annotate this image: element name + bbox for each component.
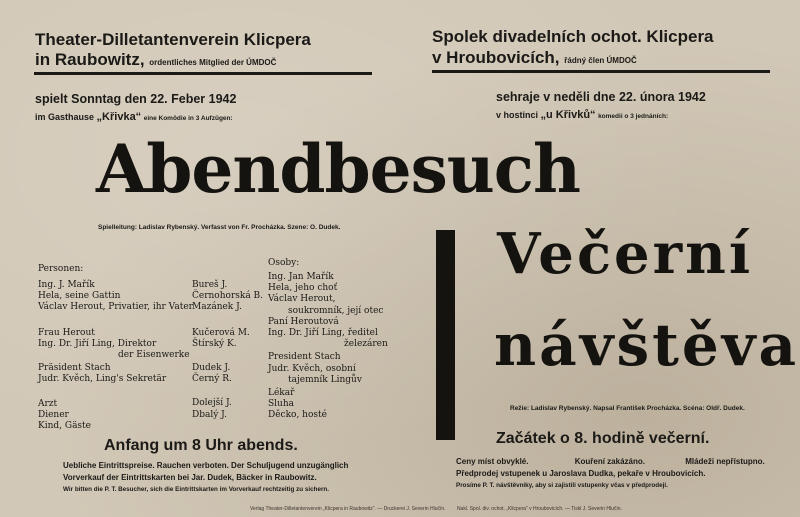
right-start-time: Začátek o 8. hodině večerní. (496, 430, 710, 447)
actors-list (192, 280, 263, 421)
right-date-line: sehraje v neděli dne 22. února 1942 (496, 90, 706, 104)
role-de-3: Frau Herout (38, 327, 95, 338)
role-cz-3: soukromník, její otec (288, 305, 384, 316)
left-persons-label: Personen: (38, 264, 84, 274)
role-cz-6: železáren (344, 339, 388, 350)
left-note-1: Vorverkauf der Eintrittskarten bei Jar. Dudek, Bäcker in Raubowitz. (63, 473, 317, 482)
role-cz-4: Paní Heroutová (268, 316, 339, 327)
role-cz-11: Sluha (268, 399, 295, 410)
left-title: Abendbesuch (96, 130, 580, 208)
right-member-note: řádný člen ÚMDOČ (564, 56, 637, 65)
role-cz-2: Václav Herout, (268, 294, 336, 305)
footer-cz: Nakl. Spol. div. ochot. „Klicpera“ v Hroubovicích. — Tiskl J. Severin Hlučín. (456, 506, 622, 512)
role-de-10: Kind, Gäste (38, 421, 91, 432)
right-notes (456, 456, 765, 492)
role-de-0: Ing. J. Mařík (38, 280, 95, 290)
left-troupe-line2: in Raubowitz, (35, 50, 145, 69)
actor-7: Dolejší J. (192, 398, 232, 409)
right-note-a0: Ceny míst obvyklé. (456, 457, 529, 466)
role-cz-12: Děcko, hosté (268, 410, 327, 421)
right-header-rule (432, 70, 770, 73)
left-member-note: ordentliches Mitglied der ÚMDOČ (149, 58, 277, 67)
role-cz-10: Lékař (268, 388, 295, 399)
actor-6: Černý R. (192, 374, 232, 385)
right-roles (268, 272, 388, 422)
left-credits: Spielleitung: Ladislav Rybenský. Verfasst von Fr. Procházka. Szene: O. Dudek. (98, 224, 341, 231)
left-troupe-line1: Theater-Dilletantenverein Klicpera (35, 30, 311, 49)
right-notes-a (456, 456, 765, 468)
right-persons-label: Osoby: (268, 258, 300, 268)
right-troupe-line2-row (432, 48, 637, 71)
left-roles (38, 280, 193, 432)
actor-0: Bureš J. (192, 280, 228, 290)
role-cz-9: tajemník Lingův (288, 374, 362, 385)
role-de-5: der Eisenwerke (118, 350, 190, 361)
role-cz-8: Judr. Kvěch, osobní (268, 363, 356, 374)
right-credits: Režie: Ladislav Rybenský. Napsal František Procházka. Scéna: Oldř. Dudek. (510, 405, 745, 412)
actor-5: Dudek J. (192, 363, 231, 374)
left-start-time: Anfang um 8 Uhr abends. (104, 437, 298, 454)
right-title-line2: návštěva (494, 311, 800, 379)
role-de-8: Arzt (38, 398, 58, 409)
right-note-b: Předprodej vstupenek u Jaroslava Dudka, pekaře v Hroubovicích. (456, 469, 706, 478)
right-note-a2: Mládeži nepřístupno. (685, 457, 765, 466)
left-venue-row (35, 111, 233, 123)
right-venue-note: komedii o 3 jednáních: (598, 113, 669, 120)
center-divider-bar (436, 230, 455, 440)
right-title-line1: Večerní (497, 221, 754, 287)
actor-3: Kučerová M. (192, 327, 250, 338)
actor-4: Štírský K. (192, 338, 237, 349)
role-de-7: Judr. Kvěch, Ling's Sekretär (38, 374, 167, 385)
left-venue: im Gasthause (35, 112, 95, 122)
role-cz-7: President Stach (268, 352, 341, 363)
role-cz-1: Hela, jeho choť (268, 283, 338, 294)
actor-2: Mazánek J. (192, 302, 242, 313)
role-de-2: Václav Herout, Privatier, ihr Vater (38, 302, 193, 313)
right-troupe-line1: Spolek divadelních ochot. Klicpera (432, 27, 714, 46)
role-de-1: Hela, seine Gattin (38, 291, 121, 302)
right-venue: v hostinci (496, 110, 539, 120)
role-de-6: Präsident Stach (38, 363, 111, 374)
footer-row (250, 506, 622, 512)
role-de-4: Ing. Dr. Jiří Ling, Direktor (38, 338, 157, 349)
role-cz-0: Ing. Jan Mařík (268, 272, 334, 282)
left-note-0: Uebliche Eintrittspreise. Rauchen verboten. Der Schuljugend unzugänglich (63, 461, 349, 470)
left-date-line: spielt Sonntag den 22. Feber 1942 (35, 92, 237, 106)
left-note-2: Wir bitten die P. T. Besucher, sich die Eintrittskarten im Vorverkauf rechtzeitig zu sichern. (63, 486, 330, 493)
actor-1: Černohorská B. (192, 291, 264, 302)
right-venue-row (496, 109, 668, 121)
role-cz-5: Ing. Dr. Jiří Ling, ředitel (268, 328, 378, 339)
role-de-9: Diener (38, 409, 69, 420)
left-venue-name: „Křivka“ (96, 111, 142, 123)
right-note-c: Prosíme P. T. návštěvníky, aby si zajistili vstupenky včas v předprodeji. (456, 482, 668, 489)
right-venue-name: „u Křivků“ (540, 109, 596, 121)
left-header-rule (34, 72, 372, 75)
left-venue-note: eine Komödie in 3 Aufzügen: (143, 115, 233, 122)
left-notes (63, 460, 348, 496)
footer-de: Verlag Theater-Dilletantenverein „Klicpera in Raubowitz“. — Druckerei J. Severin Hlučín. (250, 506, 446, 512)
actor-8: Dbalý J. (192, 409, 227, 420)
left-troupe-line2-row (35, 50, 276, 73)
right-troupe-line2: v Hroubovicích, (432, 48, 560, 67)
right-note-a1: Kouření zakázáno. (574, 457, 645, 466)
